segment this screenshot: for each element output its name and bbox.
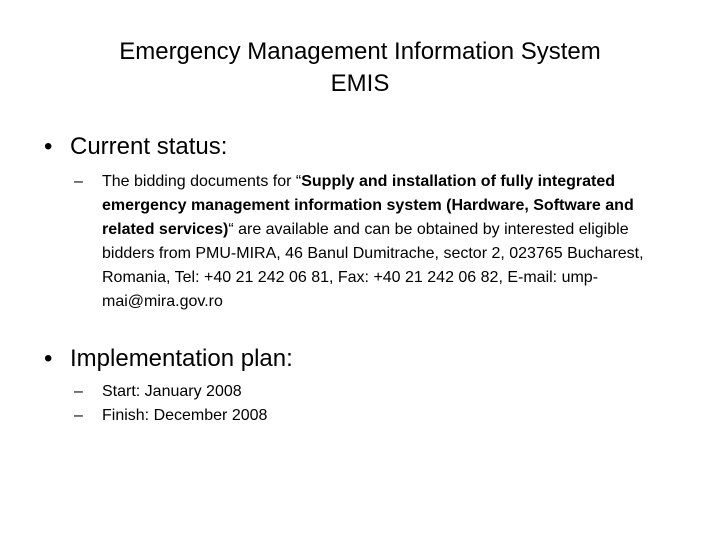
- bidding-text-details: “ are available and can be obtained by interested eligible bidders from PMU-MIRA, 46 Banul Dumitrache, sector 2, 023765 Bucharest, Romania, Tel: +40 21 242 06 81, Fax: +40 21 242 06 82, E-mail: ump-mai@mira.gov.ro: [102, 221, 644, 310]
- bullet-label: Implementation plan:: [70, 345, 293, 372]
- implementation-plan-details: [74, 380, 674, 428]
- bullet-marker: •: [44, 133, 53, 160]
- sub-bullet-marker: –: [74, 173, 83, 190]
- finish-date-text: Finish: December 2008: [102, 407, 268, 424]
- sub-item-finish: [74, 404, 674, 428]
- bullet-label: Current status:: [70, 133, 228, 160]
- bidding-text-intro: The bidding documents for “: [102, 173, 302, 190]
- bullet-marker: •: [44, 345, 53, 372]
- title-line-1: Emergency Management Information System: [119, 38, 601, 65]
- bullet-current-status: [44, 133, 227, 161]
- title-line-2: EMIS: [330, 70, 390, 97]
- sub-bullet-marker: –: [74, 383, 83, 400]
- start-date-text: Start: January 2008: [102, 383, 242, 400]
- sub-bullet-marker: –: [74, 407, 83, 424]
- bullet-implementation-plan: [44, 345, 293, 373]
- current-status-details: [74, 170, 674, 314]
- slide-title: [0, 36, 720, 100]
- sub-item-bidding-documents: [74, 170, 674, 314]
- tender-name: Supply and installation of fully integrated emergency management information system (Hardware, Software and related services): [102, 173, 634, 238]
- sub-item-start: [74, 380, 674, 404]
